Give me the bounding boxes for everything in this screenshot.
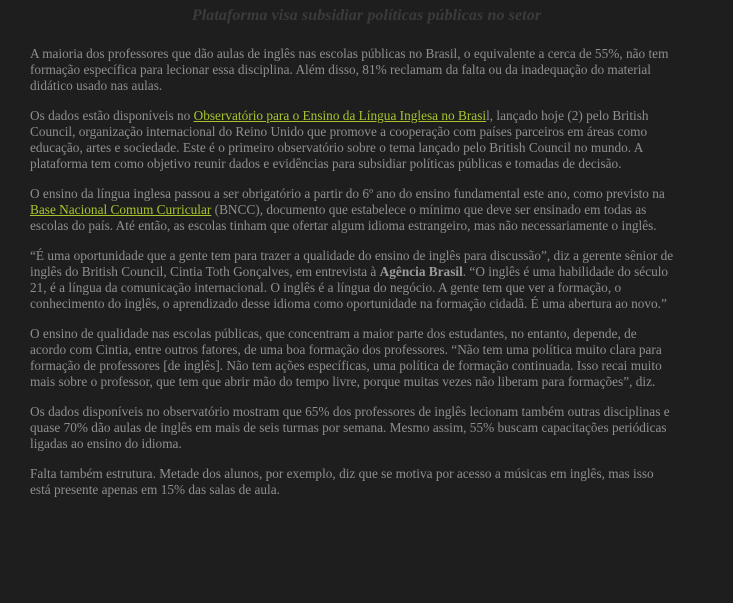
paragraph-7: Falta também estrutura. Metade dos alunos, por exemplo, diz que se motiva por acesso a músicas em inglês, mas isso está presente apenas em 15% das salas de aula. xyxy=(30,466,654,497)
paragraph-3 xyxy=(30,186,675,234)
paragraph-1: A maioria dos professores que dão aulas de inglês nas escolas públicas no Brasil, o equivalente a cerca de 55%, não tem formação específica para lecionar essa disciplina. Além disso, 81% reclamam da falta ou da inadequação do material didático usado nas aulas. xyxy=(30,46,669,93)
paragraph-5: O ensino de qualidade nas escolas públicas, que concentram a maior parte dos estudantes, no entanto, depende, de acordo com Cintia, entre outros fatores, de uma boa formação dos professores. “Não tem uma política muito clara para formação de professores [de inglês]. Não tem ações específicas, uma política de formação continuada. Isso recai muito mais sobre o professor, que tem que abrir mão do tempo livre, porque muitas vezes não liberam para formações”, diz. xyxy=(30,326,662,389)
agencia-brasil-bold: Agência Brasil xyxy=(379,264,463,279)
paragraph-4-text-after: . “O inglês é uma habilidade do século 21, é a língua da comunicação internacional. O inglês é a língua do negócio. A gente tem que ver a formação, o conhecimento do inglês, o aprendizado desse idioma como oportunidade na formação cidadã. É uma abertura ao novo.” xyxy=(30,264,669,311)
paragraph-3-text-before: O ensino da língua inglesa passou a ser obrigatório a partir do 6º ano do ensino fundamental este ano, como previsto na xyxy=(30,186,665,201)
paragraph-2 xyxy=(30,108,675,172)
paragraph-3-text-after: (BNCC), documento que estabelece o mínimo que deve ser ensinado em todas as escolas do país. Até então, as escolas tinham que ofertar algum idioma estrangeiro, mas não necessariamente o inglês. xyxy=(30,202,657,233)
paragraph-4-text-before: “É uma oportunidade que a gente tem para trazer a qualidade do ensino de inglês para discussão”, diz a gerente sênior de inglês do British Council, Cintia Toth Gonçalves, em entrevista à xyxy=(30,248,674,279)
paragraph-2-text-before: Os dados estão disponíveis no xyxy=(30,108,194,123)
article-body xyxy=(0,26,733,498)
paragraph-4 xyxy=(30,248,675,312)
observatorio-link[interactable]: Observatório para o Ensino da Língua Inglesa no Brasi xyxy=(193,108,487,123)
paragraph-6: Os dados disponíveis no observatório mostram que 65% dos professores de inglês lecionam também outras disciplinas e quase 70% dão aulas de inglês em mais de seis turmas por semana. Mesmo assim, 55% buscam capacitações periódicas ligadas ao ensino do idioma. xyxy=(30,404,670,451)
bncc-link[interactable]: Base Nacional Comum Curricular xyxy=(30,202,212,217)
paragraph-2-text-after: l, lançado hoje (2) pelo British Council, organização internacional do Reino Unido que promove a cooperação com países parceiros em áreas como educação, artes e sociedade. Este é o primeiro observatório sobre o tema lançado pelo British Council no mundo. A plataforma tem como objetivo reunir dados e evidências para subsidiar políticas públicas e tomadas de decisão. xyxy=(30,108,649,171)
article-subtitle: Plataforma visa subsidiar políticas públicas no setor xyxy=(191,7,542,24)
